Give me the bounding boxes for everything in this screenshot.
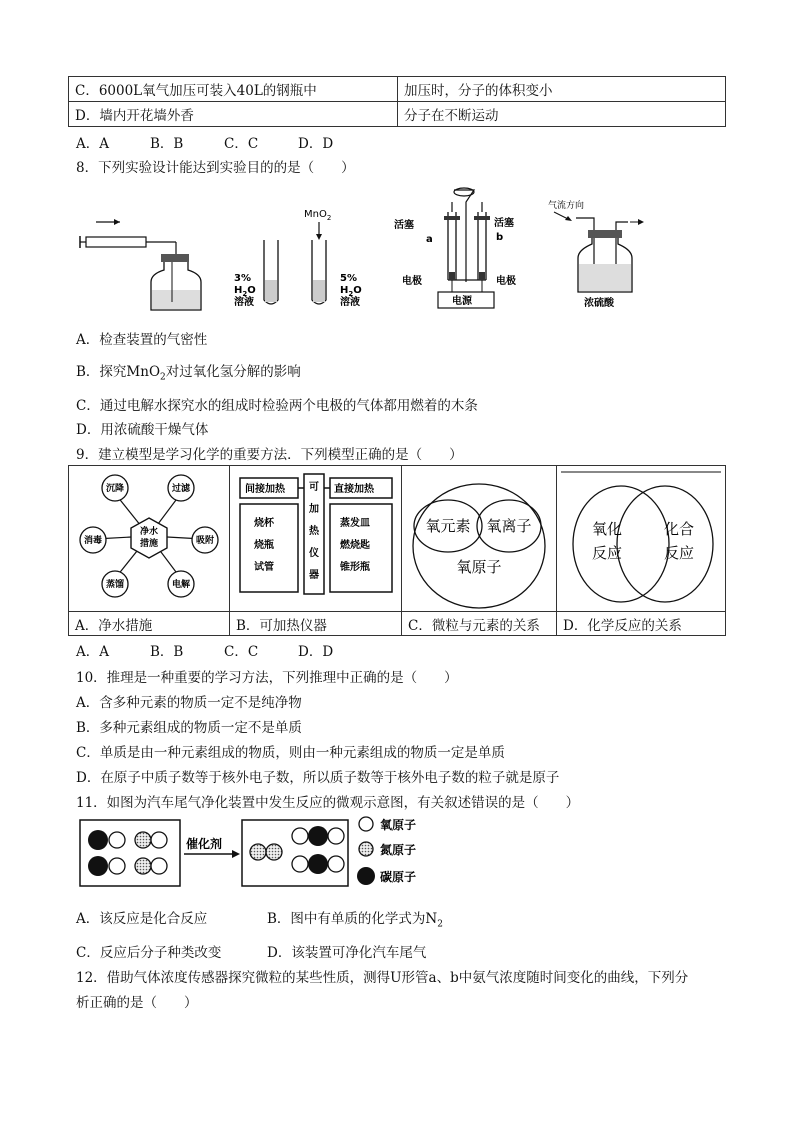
syringe-apparatus bbox=[80, 219, 201, 310]
q10-option-b[interactable]: B．多种元素组成的物质一定不是单质 bbox=[76, 720, 302, 736]
q8-option-b[interactable]: B．探究MnO$_2$对过氧化氢分解的影响 bbox=[76, 364, 301, 383]
drying-bottle-apparatus bbox=[548, 199, 644, 309]
table-cell: 加压时，分子的体积变小 bbox=[398, 77, 726, 102]
q7-table bbox=[68, 76, 726, 127]
svg-text:可: 可 bbox=[309, 482, 319, 493]
caption-b: B．可加热仪器 bbox=[236, 618, 327, 634]
svg-text:反应: 反应 bbox=[663, 544, 695, 562]
label-h2o2-left: $H_2O$ bbox=[234, 285, 256, 298]
q8-figure bbox=[76, 182, 726, 317]
model-b-indirect: 间接加热 bbox=[245, 484, 285, 495]
label-airflow: 气流方向 bbox=[548, 201, 585, 211]
model-d-diagram bbox=[557, 466, 725, 611]
svg-text:加: 加 bbox=[309, 504, 319, 515]
q11-reaction-diagram bbox=[76, 814, 456, 894]
model-b-item: 蒸发皿 bbox=[340, 518, 370, 529]
model-a-item: 蒸馏 bbox=[105, 580, 125, 590]
model-c-diagram bbox=[402, 466, 556, 611]
svg-text:反应: 反应 bbox=[591, 544, 623, 562]
label-power: 电源 bbox=[452, 296, 472, 307]
model-b-can-heat bbox=[308, 480, 320, 581]
reactants-box bbox=[80, 820, 180, 886]
model-a-diagram bbox=[69, 466, 229, 611]
table-cell: C．6000L氧气加压可装入40L的钢瓶中 bbox=[69, 77, 398, 102]
label-electrode-right: 电极 bbox=[496, 276, 516, 287]
option-b[interactable]: B．B bbox=[150, 136, 184, 152]
label-solution-right: 溶液 bbox=[340, 297, 360, 308]
option-a[interactable]: A．A bbox=[76, 644, 109, 660]
legend-nitrogen: 氮原子 bbox=[380, 843, 417, 857]
option-c[interactable]: C．C bbox=[224, 136, 259, 152]
model-c-element: 氧元素 bbox=[425, 517, 471, 535]
option-d[interactable]: D．D bbox=[298, 644, 334, 660]
label-3pct: 3% bbox=[234, 273, 251, 284]
model-b-item: 燃烧匙 bbox=[340, 540, 370, 551]
q9-stem: 9．建立模型是学习化学的重要方法．下列模型正确的是（ ） bbox=[76, 447, 463, 463]
q12-stem-line2: 析正确的是（ ） bbox=[76, 995, 198, 1011]
nitrogen-atom-icon bbox=[359, 842, 373, 856]
model-c-ion: 氧离子 bbox=[486, 517, 532, 535]
model-a-item: 吸附 bbox=[195, 536, 215, 546]
model-b-item: 锥形瓶 bbox=[340, 562, 370, 573]
q11-option-d[interactable]: D．该装置可净化汽车尾气 bbox=[267, 945, 427, 961]
model-a-item: 电解 bbox=[171, 580, 191, 590]
table-row bbox=[69, 102, 726, 127]
caption-c: C．微粒与元素的关系 bbox=[408, 618, 540, 634]
option-d[interactable]: D．D bbox=[298, 136, 334, 152]
model-b-diagram bbox=[230, 466, 401, 611]
q7-options bbox=[76, 132, 372, 152]
caption-d: D．化学反应的关系 bbox=[563, 618, 682, 634]
q11-option-b[interactable]: B．图中有单质的化学式为$N_2$ bbox=[267, 911, 443, 930]
label-h2o2-right: $H_2O$ bbox=[340, 285, 362, 298]
label-valve-right: 活塞 bbox=[494, 218, 514, 229]
legend-oxygen: 氧原子 bbox=[380, 818, 417, 832]
caption-a: A．净水措施 bbox=[75, 618, 153, 634]
svg-text:氧化: 氧化 bbox=[591, 520, 623, 538]
q9-options bbox=[76, 640, 372, 660]
model-b-item: 烧瓶 bbox=[254, 540, 274, 551]
option-c[interactable]: C．C bbox=[224, 644, 259, 660]
label-acid: 浓硫酸 bbox=[584, 298, 614, 309]
q11-option-c[interactable]: C．反应后分子种类改变 bbox=[76, 945, 222, 961]
carbon-atom-icon bbox=[357, 867, 375, 885]
label-b: b bbox=[496, 232, 504, 243]
oxygen-atom-icon bbox=[359, 817, 373, 831]
label-a: a bbox=[426, 234, 433, 245]
label-5pct: 5% bbox=[340, 273, 357, 284]
table-row bbox=[69, 77, 726, 102]
option-b[interactable]: B．B bbox=[150, 644, 184, 660]
q11-option-a[interactable]: A．该反应是化合反应 bbox=[76, 911, 208, 927]
catalyst-label: 催化剂 bbox=[186, 837, 223, 851]
label-mno2: MnO$_2$ bbox=[304, 209, 332, 222]
label-solution-left: 溶液 bbox=[234, 297, 254, 308]
table-cell: D．墙内开花墙外香 bbox=[69, 102, 398, 127]
q10-stem: 10．推理是一种重要的学习方法，下列推理中正确的是（ ） bbox=[76, 670, 458, 686]
test-tubes-apparatus bbox=[234, 209, 362, 308]
svg-text:器: 器 bbox=[309, 570, 319, 581]
model-b-item: 试管 bbox=[254, 562, 274, 573]
model-a-item: 消毒 bbox=[83, 536, 103, 546]
electrolysis-apparatus bbox=[394, 188, 516, 308]
model-c-atom: 氧原子 bbox=[456, 558, 502, 576]
svg-text:热: 热 bbox=[309, 526, 319, 537]
svg-text:措施: 措施 bbox=[139, 539, 159, 549]
q9-model-table bbox=[68, 465, 726, 636]
label-valve-left: 活塞 bbox=[394, 220, 414, 231]
model-a-item: 沉降 bbox=[105, 484, 125, 494]
q10-option-a[interactable]: A．含多种元素的物质一定不是纯净物 bbox=[76, 695, 302, 711]
q8-option-a[interactable]: A．检查装置的气密性 bbox=[76, 332, 208, 348]
model-b-item: 烧杯 bbox=[254, 518, 274, 529]
model-a-center: 净水 bbox=[139, 527, 159, 537]
q8-option-c[interactable]: C．通过电解水探究水的组成时检验两个电极的气体都用燃着的木条 bbox=[76, 398, 478, 414]
svg-text:仪: 仪 bbox=[309, 548, 319, 559]
model-b-direct: 直接加热 bbox=[334, 484, 374, 495]
table-cell: 分子在不断运动 bbox=[398, 102, 726, 127]
q10-option-d[interactable]: D．在原子中质子数等于核外电子数，所以质子数等于核外电子数的粒子就是原子 bbox=[76, 770, 560, 786]
svg-text:化合: 化合 bbox=[663, 520, 695, 538]
q8-stem: 8．下列实验设计能达到实验目的的是（ ） bbox=[76, 160, 355, 176]
q8-option-d[interactable]: D．用浓硫酸干燥气体 bbox=[76, 422, 209, 438]
q12-stem-line1: 12．借助气体浓度传感器探究微粒的某些性质，测得U形管a、b中氨气浓度随时间变化的曲线，下列分 bbox=[76, 970, 689, 986]
legend-carbon: 碳原子 bbox=[380, 870, 417, 884]
q10-option-c[interactable]: C．单质是由一种元素组成的物质，则由一种元素组成的物质一定是单质 bbox=[76, 745, 505, 761]
model-a-item: 过滤 bbox=[171, 484, 191, 494]
option-a[interactable]: A．A bbox=[76, 136, 109, 152]
label-electrode-left: 电极 bbox=[402, 276, 422, 287]
q11-stem: 11．如图为汽车尾气净化装置中发生反应的微观示意图，有关叙述错误的是（ ） bbox=[76, 795, 580, 811]
